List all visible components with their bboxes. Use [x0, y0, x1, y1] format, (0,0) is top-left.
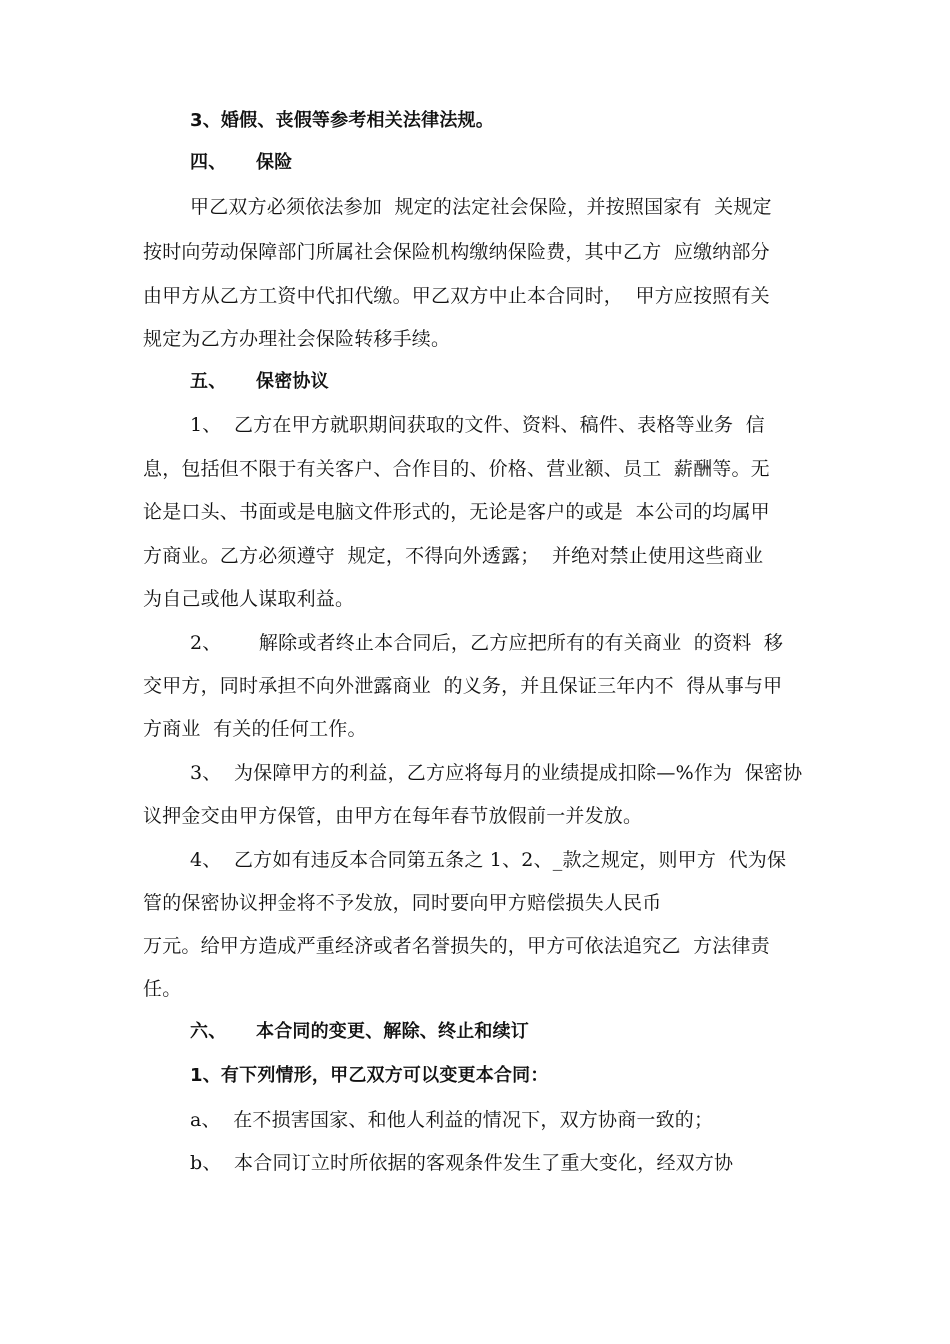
- paragraph-line: 万元。给甲方造成严重经济或者名誉损失的，甲方可依法追究乙 方法律责: [143, 935, 770, 957]
- section-number: 六、: [190, 1021, 227, 1042]
- section-heading-insurance: [190, 149, 870, 177]
- paragraph-line: 息，包括但不限于有关客户、合作目的、价格、营业额、员工 薪酬等。无: [143, 458, 770, 480]
- paragraph-line: 1、有下列情形，甲乙双方可以变更本合同：: [190, 1065, 549, 1086]
- paragraph-line: 由甲方从乙方工资中代扣代缴。甲乙双方中止本合同时， 甲方应按照有关: [143, 285, 770, 307]
- section-title: 保险: [256, 152, 293, 173]
- paragraph-line: 1、 乙方在甲方就职期间获取的文件、资料、稿件、表格等业务 信: [190, 414, 765, 436]
- paragraph-line: 任。: [143, 978, 182, 1000]
- section-title: 保密协议: [256, 371, 329, 392]
- paragraph-line: 3、婚假、丧假等参考相关法律法规。: [190, 110, 494, 131]
- section-heading-contract-changes: [190, 1018, 870, 1046]
- paragraph-line: 甲乙双方必须依法参加 规定的法定社会保险，并按照国家有 关规定: [190, 196, 772, 218]
- paragraph-line: 3、 为保障甲方的利益，乙方应将每月的业绩提成扣除—%作为 保密协: [190, 762, 803, 784]
- paragraph-line: 交甲方，同时承担不向外泄露商业 的义务，并且保证三年内不 得从事与甲: [143, 675, 783, 697]
- section-heading-confidentiality: [190, 368, 870, 396]
- paragraph-line: a、 在不损害国家、和他人利益的情况下，双方协商一致的；: [190, 1109, 714, 1131]
- paragraph-line: b、 本合同订立时所依据的客观条件发生了重大变化，经双方协: [190, 1152, 734, 1174]
- paragraph-line: 议押金交由甲方保管，由甲方在每年春节放假前一并发放。: [143, 805, 643, 827]
- paragraph-line: 2、 解除或者终止本合同后，乙方应把所有的有关商业 的资料 移: [190, 632, 784, 654]
- section-number: 五、: [190, 371, 227, 392]
- paragraph-line: 管的保密协议押金将不予发放，同时要向甲方赔偿损失人民币: [143, 892, 662, 914]
- paragraph-line: 方商业 有关的任何工作。: [143, 718, 367, 740]
- paragraph-line: 按时向劳动保障部门所属社会保险机构缴纳保险费，其中乙方 应缴纳部分: [143, 241, 770, 263]
- paragraph-line: 4、 乙方如有违反本合同第五条之 1、2、_款之规定，则甲方 代为保: [190, 849, 787, 871]
- section-title: 本合同的变更、解除、终止和续订: [256, 1021, 529, 1042]
- paragraph-line: 论是口头、书面或是电脑文件形式的，无论是客户的或是 本公司的均属甲: [143, 501, 770, 523]
- paragraph-line: 规定为乙方办理社会保险转移手续。: [143, 328, 451, 350]
- paragraph-line: 为自己或他人谋取利益。: [143, 588, 355, 610]
- section-number: 四、: [190, 152, 227, 173]
- paragraph-line: 方商业。乙方必须遵守 规定，不得向外透露； 并绝对禁止使用这些商业: [143, 545, 764, 567]
